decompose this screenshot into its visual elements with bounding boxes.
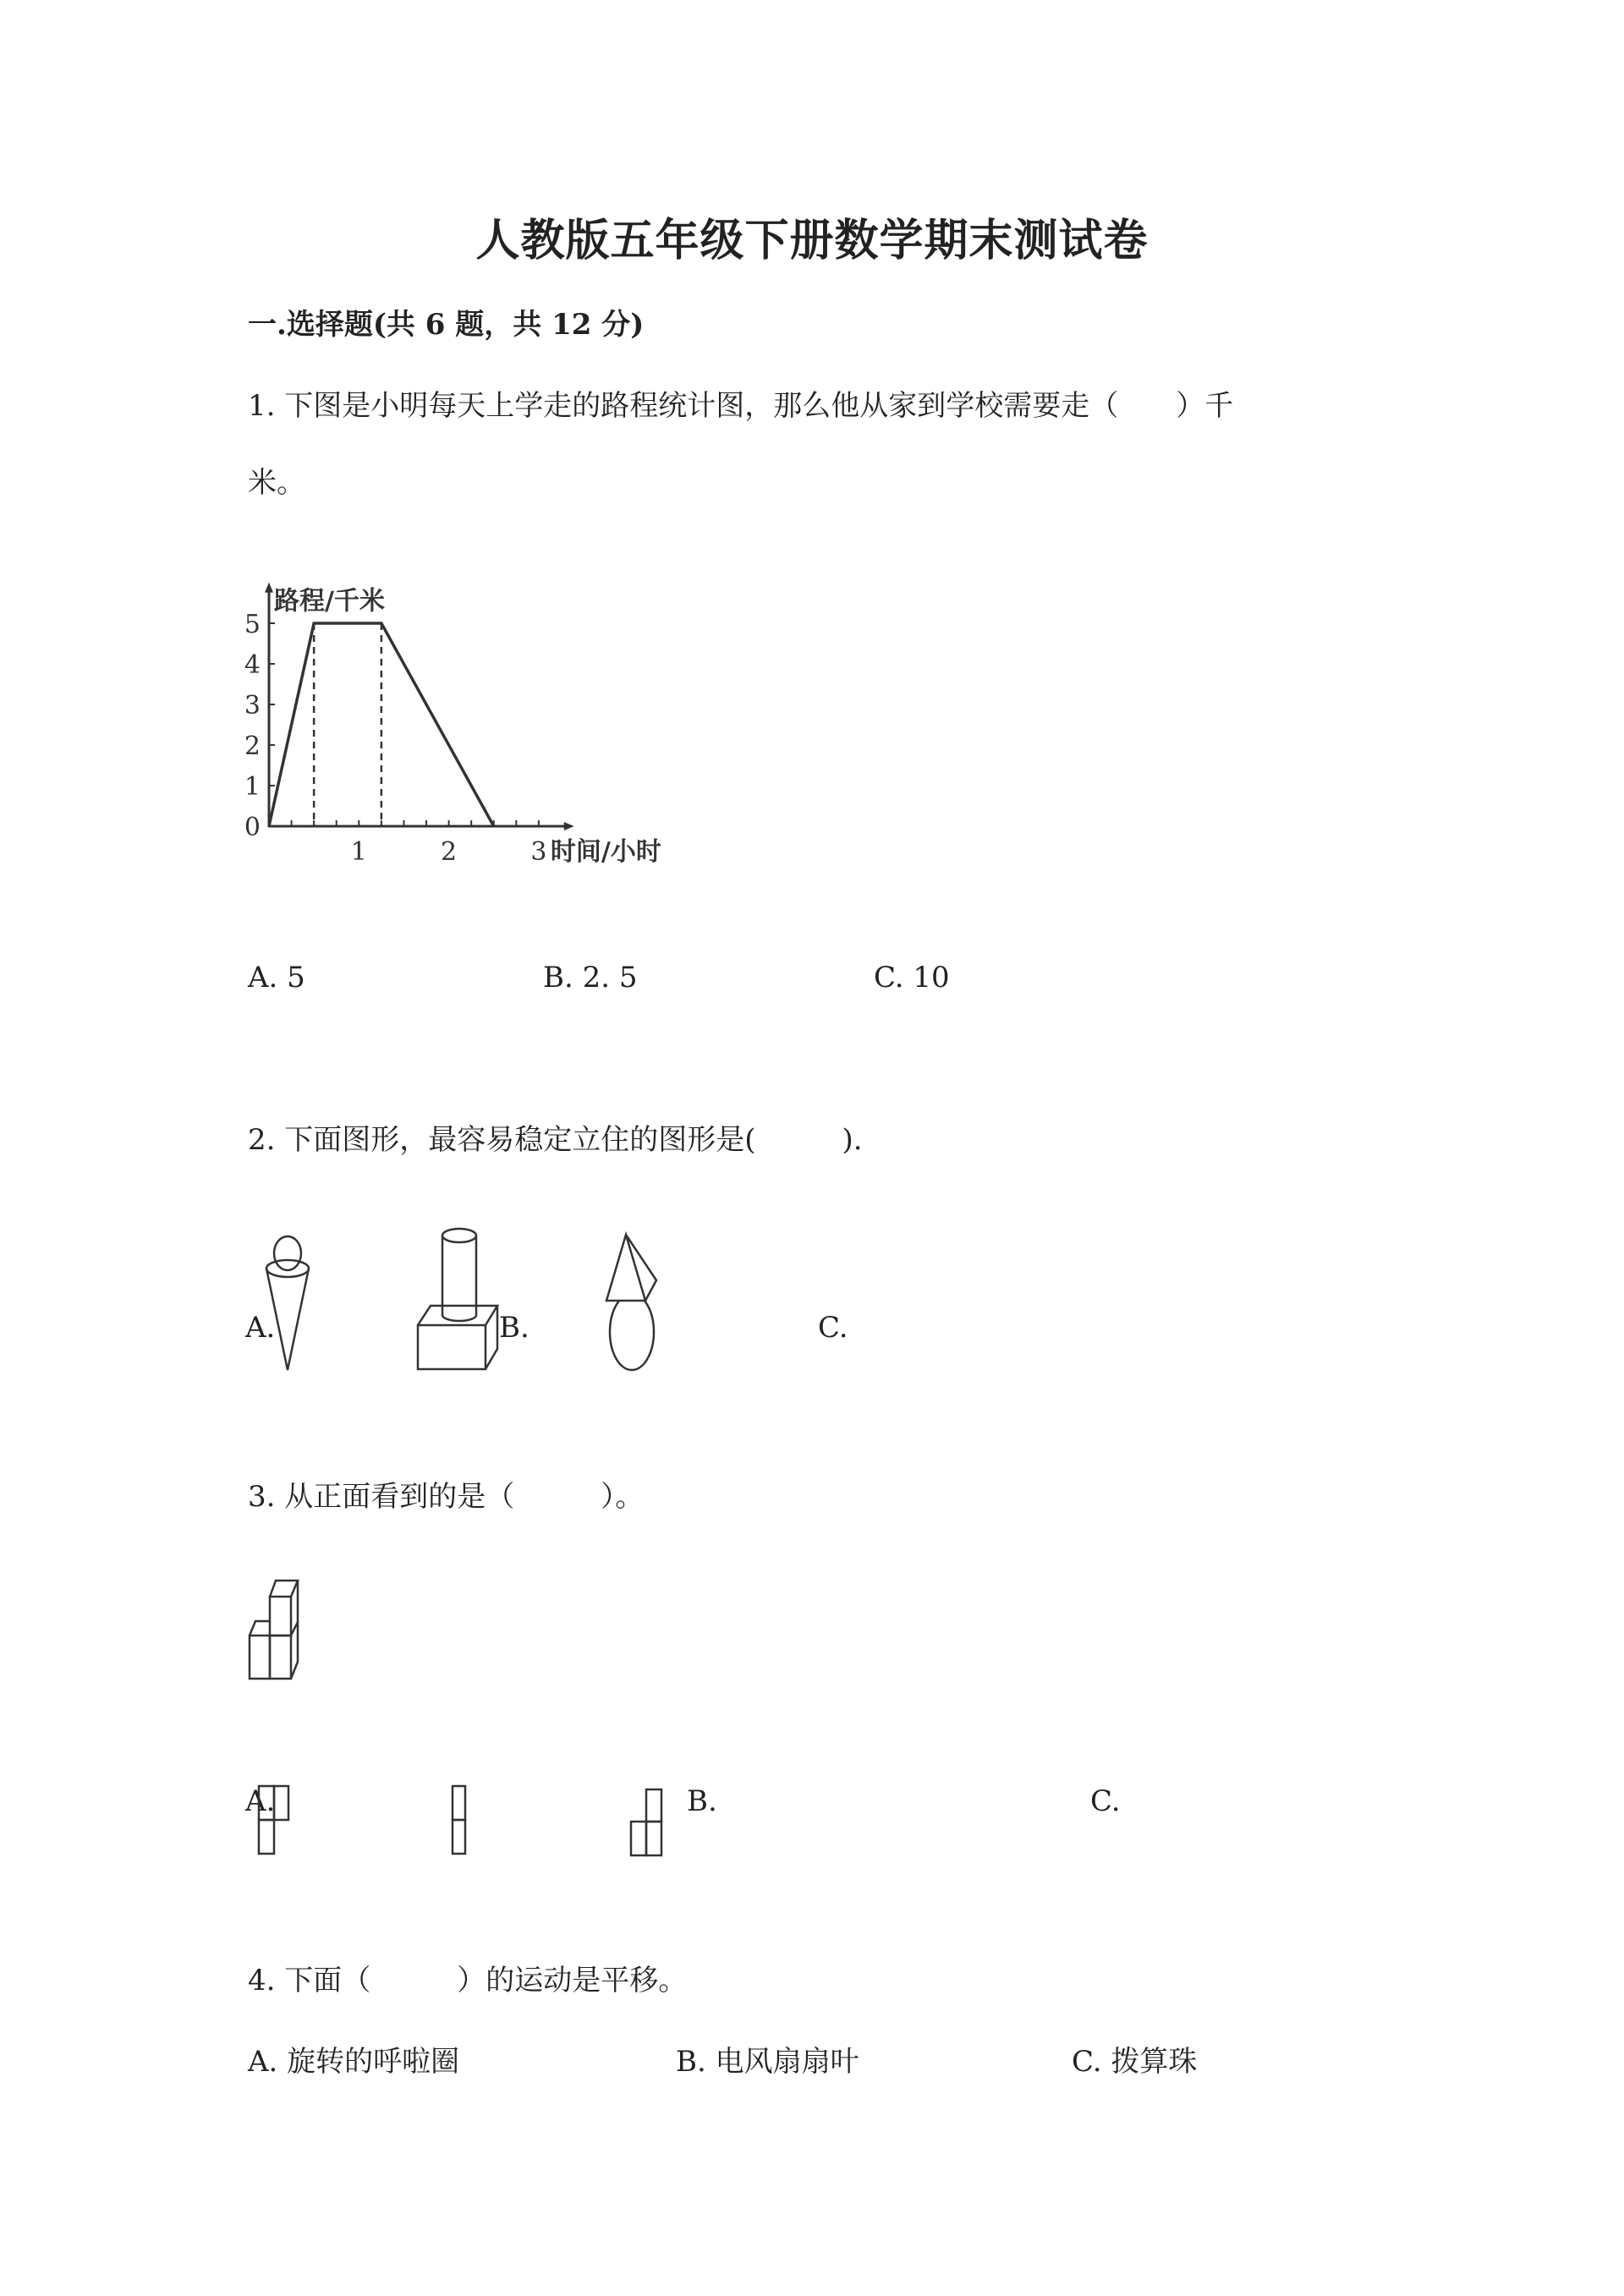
q2-figures	[237, 1218, 998, 1404]
q3-option-c-view[interactable]	[628, 1784, 666, 1860]
y-tick-label: 0	[244, 813, 261, 842]
cube-stack-figure	[237, 1573, 338, 1700]
y-tick-label: 5	[244, 610, 261, 639]
q4-text: 4. 下面（ ）的运动是平移。	[248, 1964, 688, 1997]
q4-option-a[interactable]: A. 旋转的呼啦圈	[248, 2045, 460, 2079]
y-axis-label: 路程/千米	[274, 586, 385, 616]
q3-option-a-view[interactable]	[257, 1784, 291, 1860]
data-point	[268, 825, 271, 828]
q3-option-b-view[interactable]	[451, 1784, 468, 1860]
q1-option-c[interactable]: C. 10	[874, 961, 950, 995]
x-tick-label: 1	[350, 837, 367, 867]
q4-option-c[interactable]: C. 拨算珠	[1072, 2045, 1198, 2079]
section-heading: 一.选择题(共 6 题，共 12 分)	[248, 308, 645, 342]
q2-text: 2. 下面图形，最容易稳定立住的图形是( ).	[248, 1123, 863, 1157]
y-tick-label: 2	[244, 732, 261, 761]
page-title: 人教版五年级下册数学期末测试卷	[475, 215, 1149, 266]
y-tick-label: 4	[244, 650, 261, 680]
distance-time-chart	[0, 0, 1624, 930]
x-tick-label: 3	[530, 837, 547, 867]
q1-option-a[interactable]: A. 5	[248, 961, 305, 995]
cone-on-sphere-figure	[606, 1235, 656, 1370]
q3-option-c[interactable]: C.	[1090, 1784, 1121, 1818]
x-axis-arrow	[564, 822, 574, 830]
data-point	[492, 825, 495, 828]
data-point	[380, 622, 382, 625]
x-axis-label: 时间/小时	[550, 837, 661, 867]
x-tick-label: 2	[441, 837, 458, 867]
q3-option-b[interactable]: B.	[687, 1784, 717, 1818]
q1-text-line2: 米。	[248, 466, 305, 500]
y-tick-label: 3	[244, 691, 261, 721]
q2-option-b[interactable]: B.	[499, 1311, 529, 1345]
y-tick-label: 1	[244, 772, 261, 802]
q2-option-c[interactable]: C.	[818, 1311, 848, 1345]
q2-option-a[interactable]: A.	[245, 1311, 276, 1345]
q3-text: 3. 从正面看到的是（ ）。	[248, 1480, 645, 1514]
data-point	[313, 622, 315, 625]
y-axis-arrow	[265, 583, 273, 593]
q1-text-line1: 1. 下图是小明每天上学走的路程统计图，那么他从家到学校需要走（ ）千	[248, 389, 1234, 423]
q4-option-b[interactable]: B. 电风扇扇叶	[676, 2045, 859, 2079]
q3-option-a[interactable]: A.	[245, 1784, 276, 1818]
cylinder-on-box-figure	[418, 1229, 497, 1369]
ball-on-cone-figure	[266, 1236, 309, 1370]
q1-option-b[interactable]: B. 2. 5	[543, 961, 638, 995]
